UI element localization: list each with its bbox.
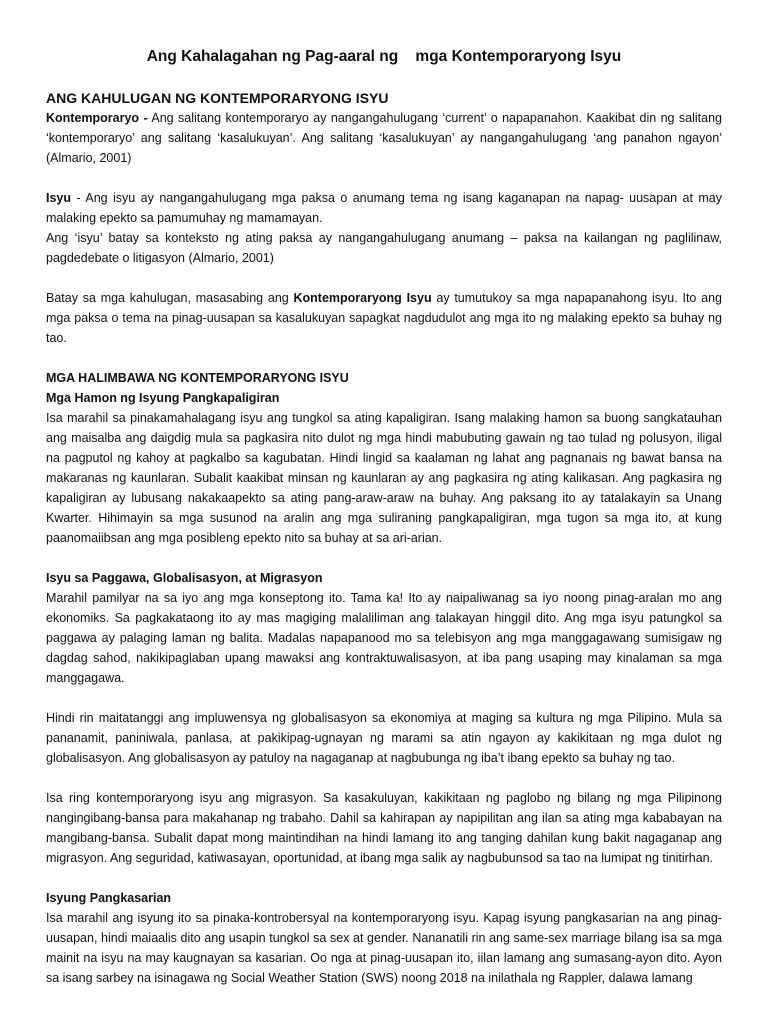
summary-term: Kontemporaryong Isyu — [293, 291, 432, 305]
term-kontemporaryo: Kontemporaryo - — [46, 111, 148, 125]
subheading-pangkasarian: Isyung Pangkasarian — [46, 891, 172, 905]
subheading-paggawa-globalisasyon-migrasyon: Isyu sa Paggawa, Globalisasyon, at Migrasyon — [46, 571, 323, 585]
paragraph-isyu-context: Ang ‘isyu’ batay sa konteksto ng ating paksa ay nangangahulugang anumang – paksa na kailangan ng paglilinaw, pagdedebate o litigasyon (Almario, 2001) — [46, 231, 722, 265]
document-title: Ang Kahalagahan ng Pag-aaral ng mga Kontemporaryong Isyu — [146, 48, 622, 65]
paragraph-paggawa: Marahil pamilyar na sa iyo ang mga konseptong ito. Tama ka! Ito ay naipaliwanag sa iyo noong pinag-aralan mo ang ekonomiks. Sa pagkakataong ito ay mas magiging malaliliman ang talakayan hinggil dito. Ang mga isyu patungkol sa paggawa ay palaging laman ng balita. Madalas napapanood mo sa telebisyon ang mga manggagawang sumisigaw ng dagdag sahod, nakikipaglaban upang mawaksi ang kontraktuwalisasyon, at iba pang usaping may kinalaman sa mga manggagawa. — [46, 591, 722, 685]
definition-isyu: - Ang isyu ay nangangahulugang mga paksa o anumang tema ng isang kaganapan na napag- uusapan at may malaking epekto sa pamumuhay ng mamamayan. — [46, 191, 722, 225]
paragraph-pangkapaligiran: Isa marahil sa pinakamahalagang isyu ang tungkol sa ating kapaligiran. Isang malaking hamon sa buong sangkatauhan ang maisalba ang daigdig mula sa pagkasira nito dulot ng mga hindi mabubuting gawain ng tao tulad ng polusyon, iligal na pagputol ng kahoy at pagkalbo sa kagubatan. Hindi lingid sa kaalaman ng lahat ang pagnanais ng bawat bansa na makaranas ng kaunlaran. Subalit kaakibat minsan ng kaunlaran ay ang pagkasira ng ating kalikasan. Ang pagkasira ng kapaligiran ay lubusang nakakaapekto sa ating pang-araw-araw na buhay. Ang paksang ito ay tatalakayin sa Unang Kwarter. Hihimayin sa mga susunod na aralin ang mga suliraning pangkapaligiran, mga tugon sa mga ito, at kung paanomaiibsan ang mga posibleng epekto nito sa buhay at sa ari-arian. — [46, 411, 722, 545]
subheading-pangkapaligiran: Mga Hamon ng Isyung Pangkapaligiran — [46, 391, 280, 405]
paragraph-kontemporaryo-definition — [46, 108, 722, 168]
definition-kontemporaryo: Ang salitang kontemporaryo ay nangangahulugang ‘current’ o napapanahon. Kaakibat din ng salitang ‘kontemporaryo’ ang salitang ‘kasalukuyan’. Ang salitang ‘kasalukuyan’ ay nangangahulugang ‘ang panahon ngayon’ (Almario, 2001) — [46, 111, 722, 165]
term-isyu: Isyu — [46, 191, 72, 205]
section-heading-halimbawa: MGA HALIMBAWA NG KONTEMPORARYONG ISYU — [46, 371, 349, 385]
document-content — [46, 48, 722, 988]
summary-text-post: ay tumutukoy sa mga napapanahong isyu. Ito ang mga paksa o tema na pinag-uusapan sa kasalukuyan sapagkat nagdudulot ang mga ito ng malaking epekto sa buhay ng tao. — [46, 291, 722, 345]
paragraph-summary — [46, 288, 722, 348]
paragraph-migrasyon: Isa ring kontemporaryong isyu ang migrasyon. Sa kasakuluyan, kakikitaan ng paglobo ng bilang ng mga Pilipinong nangingibang-bansa para makahanap ng trabaho. Dahil sa kahirapan ay napipilitan ang ilan sa ating mga kababayan na mangibang-bansa. Subalit dapat mong maintindihan na hindi lamang ito ang tanging dahilan kung bakit nagaganap ang migrasyon. Ang seguridad, katiwasayan, oportunidad, at ibang mga salik ay nagbubunsod sa tao na lumipat ng tinitirhan. — [46, 791, 722, 865]
paragraph-globalisasyon: Hindi rin maitatanggi ang impluwensya ng globalisasyon sa ekonomiya at maging sa kultura ng mga Pilipino. Mula sa pananamit, paniniwala, panlasa, at pakikipag-ugnayan ng marami sa atin ngayon ay kakikitaan ng mga dulot ng globalisasyon. Ang globalisasyon ay patuloy na nagaganap at nagbubunga ng iba’t ibang epekto sa buhay ng tao. — [46, 711, 722, 765]
paragraph-pangkasarian: Isa marahil ang isyung ito sa pinaka-kontrobersyal na kontemporaryong isyu. Kapag isyung pangkasarian na ang pinag-uusapan, hindi maiaalis dito ang usapin tungkol sa sex at gender. Nananatili rin ang same-sex marriage bilang isa sa mga mainit na isyu na may kaugnayan sa kasarian. Oo nga at pinag-uusapan ito, iilan lamang ang sumasang-ayon dito. Ayon sa isang sarbey na isinagawa ng Social Weather Station (SWS) noong 2018 na inilathala ng Rappler, dalawa lamang — [46, 911, 722, 985]
section-heading-kahulugan: ANG KAHULUGAN NG KONTEMPORARYONG ISYU — [46, 90, 389, 106]
summary-text-pre: Batay sa mga kahulugan, masasabing ang — [46, 291, 294, 305]
paragraph-isyu-definition — [46, 188, 722, 228]
